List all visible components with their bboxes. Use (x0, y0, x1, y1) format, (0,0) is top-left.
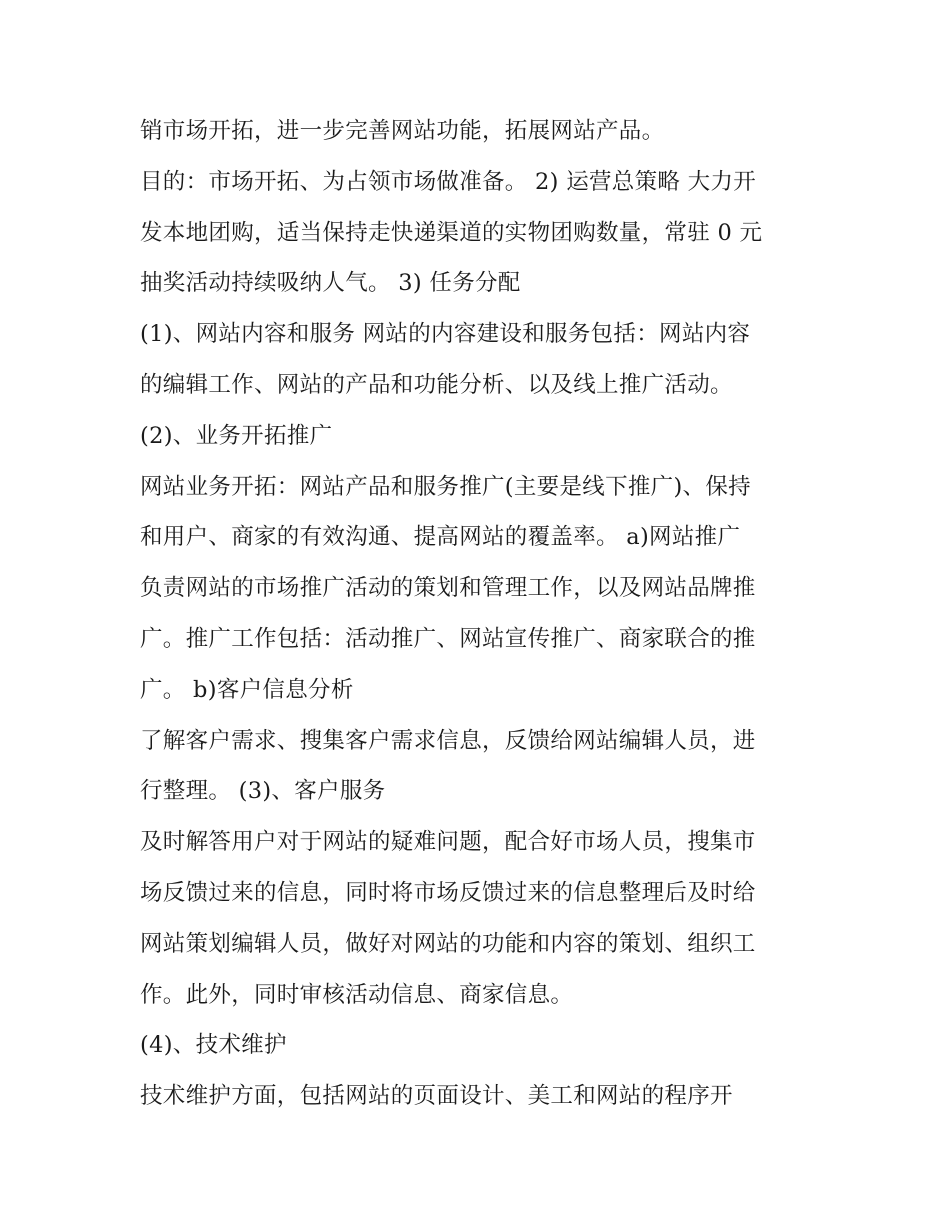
text-line: 广。 b)客户信息分析 (140, 676, 354, 703)
text-line: 和用户、商家的有效沟通、提高网站的覆盖率。 a)网站推广 (140, 524, 741, 551)
text-line: 作。此外，同时审核活动信息、商家信息。 (140, 981, 574, 1008)
text-line: 行整理。 (3)、客户服务 (140, 778, 386, 805)
text-line: 广。推广工作包括：活动推广、网站宣传推广、商家联合的推 (140, 625, 756, 652)
text-line: 销市场开拓，进一步完善网站功能，拓展网站产品。 (140, 118, 665, 144)
text-line: 场反馈过来的信息，同时将市场反馈过来的信息整理后及时给 (140, 879, 756, 906)
text-line: (1)、网站内容和服务 网站的内容建设和服务包括：网站内容 (140, 321, 751, 348)
text-line: (2)、业务开拓推广 (140, 422, 333, 449)
text-line: 负责网站的市场推广活动的策划和管理工作，以及网站品牌推 (140, 575, 756, 602)
text-line: 及时解答用户对于网站的疑难问题，配合好市场人员，搜集市 (140, 829, 756, 856)
text-line: 网站策划编辑人员，做好对网站的功能和内容的策划、组织工 (140, 930, 756, 957)
text-line: (4)、技术维护 (140, 1032, 287, 1059)
text-line: 了解客户需求、搜集客户需求信息，反馈给网站编辑人员，进 (140, 727, 756, 754)
document-body (140, 106, 830, 1122)
text-line: 网站业务开拓：网站产品和服务推广(主要是线下推广)、保持 (140, 473, 751, 500)
text-line: 技术维护方面，包括网站的页面设计、美工和网站的程序开 (140, 1083, 733, 1110)
text-line: 抽奖活动持续吸纳人气。 3) 任务分配 (140, 270, 521, 297)
text-line: 发本地团购，适当保持走快递渠道的实物团购数量，常驻 0 元 (140, 219, 763, 246)
text-line: 的编辑工作、网站的产品和功能分析、以及线上推广活动。 (140, 371, 733, 398)
text-line: 目的：市场开拓、为占领市场做准备。 2) 运营总策略 大力开 (140, 168, 757, 195)
